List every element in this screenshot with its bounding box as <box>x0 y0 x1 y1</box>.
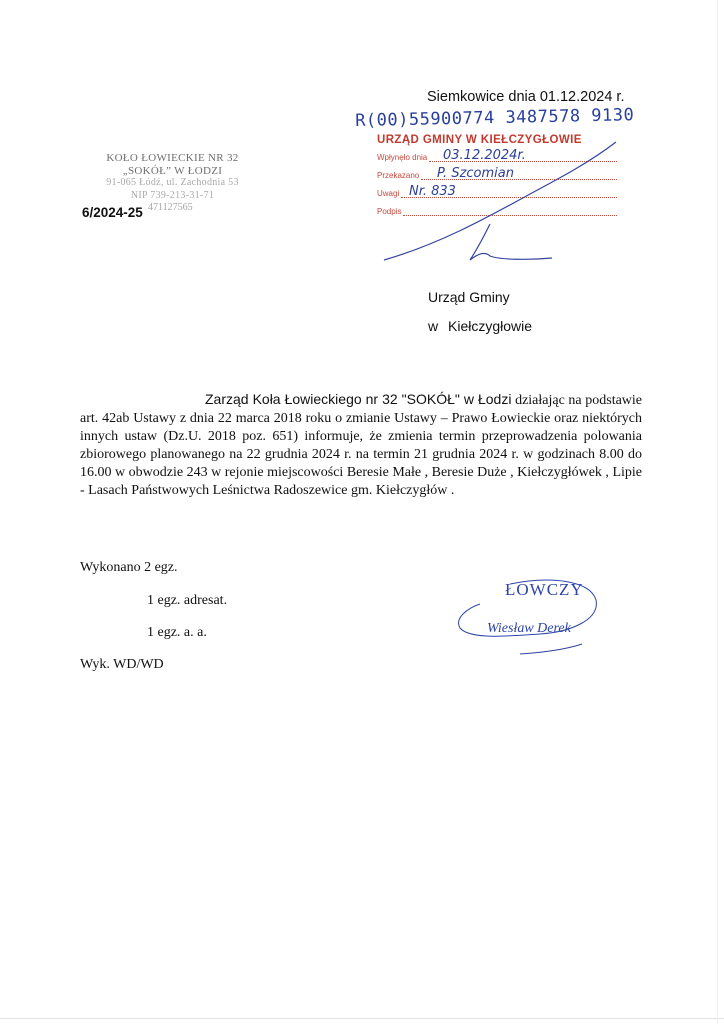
sender-stamp <box>70 152 275 202</box>
page-right-edge <box>717 0 718 1024</box>
sender-line-4: NIP 739-213-31-71 <box>130 189 215 201</box>
stamp-received-label: Wpłynęło dnia <box>377 153 428 162</box>
place-date: Siemkowice dnia 01.12.2024 r. <box>427 89 625 105</box>
body-text: działając na podstawie art. 42ab Ustawy z dnia 22 marca 2018 roku o zmianie Ustawy – Prawo Łowieckie oraz niektórych innych ustaw (Dz.U. 2018 poz. 651) informuje, że zmienia termin przeprowadzenia polowania zbiorowego planowanego na 22 grudnia 2024 r. na termin 21 grudnia 2024 r. w godzinach 8.00 do 16.00 w obwodzie 243 w rejonie miejscowości Beresie Małe , Beresie Duże , Kiełczygłówek , Lipie - Lasach Państwowych Leśnictwa Radoszewice gm. Kiełczygłów . <box>80 393 643 498</box>
stamp-title: URZĄD GMINY W KIEŁCZYGŁOWIE <box>377 134 582 146</box>
addressee-line-2: w Kiełczygłowie <box>428 318 533 334</box>
stamp-forwarded-value: P. Szcomian <box>437 166 514 181</box>
letter-body <box>80 390 642 500</box>
sender-line-1: KOŁO ŁOWIECKIE NR 32 <box>106 152 239 164</box>
stamp-notes-label: Uwagi <box>377 189 400 198</box>
page-bottom-divider <box>0 1018 724 1019</box>
registry-barcode-number: R(00)55900774 3487578 9130 <box>355 105 635 131</box>
addressee-line-1: Urząd Gminy <box>428 289 510 305</box>
copy-file: 1 egz. a. a. <box>147 625 207 640</box>
prepared-by: Wyk. WD/WD <box>80 657 164 672</box>
body-lead: Zarząd Koła Łowieckiego nr 32 "SOKÓŁ" w Łodzi <box>205 391 512 407</box>
reference-number: 6/2024-25 <box>82 205 143 220</box>
sender-line-2: „SOKÓŁ” W ŁODZI <box>122 164 223 177</box>
stamp-signature-label: Podpis <box>377 207 402 216</box>
sender-ref-tail: 471127565 <box>148 202 193 213</box>
copy-addressee: 1 egz. adresat. <box>147 593 228 608</box>
copies-made: Wykonano 2 egz. <box>80 560 178 575</box>
stamp-forwarded-label: Przekazano <box>377 171 420 180</box>
sender-line-3: 91-065 Łódź, ul. Zachodnia 53 <box>106 177 239 188</box>
stamp-signature-scribble-icon <box>380 132 620 272</box>
signature-name: Wiesław Derek <box>487 621 571 636</box>
stamp-notes-value: Nr. 833 <box>409 184 456 199</box>
stamp-received-value: 03.12.2024r. <box>443 148 526 163</box>
signature-title: ŁOWCZY <box>505 580 584 599</box>
